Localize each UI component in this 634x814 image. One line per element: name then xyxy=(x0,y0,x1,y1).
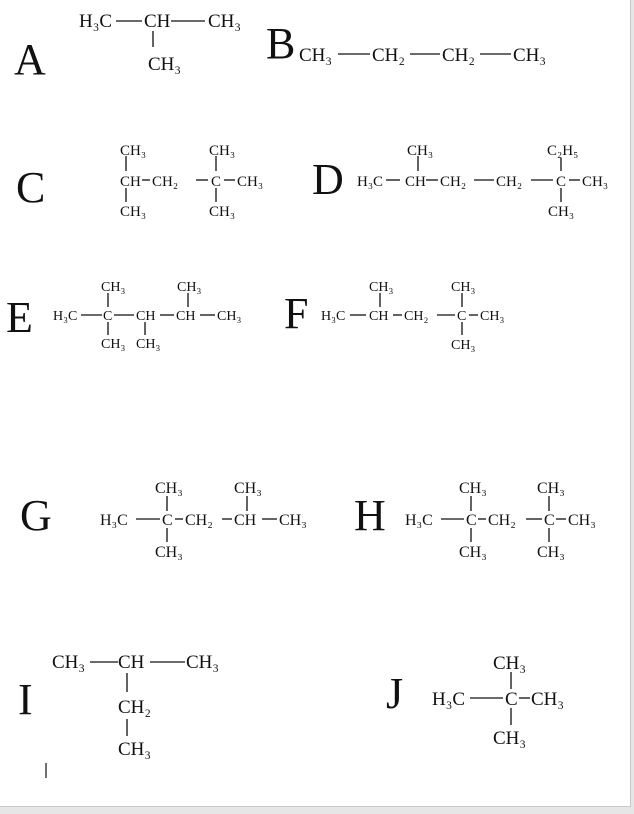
atom-group: CH₃ xyxy=(148,54,182,75)
label-h: H xyxy=(354,491,386,540)
atom-group: CH₃ xyxy=(186,652,220,673)
atom-group: CH₃ xyxy=(177,280,202,295)
structure-f xyxy=(321,280,504,353)
atom-group: H₃C xyxy=(321,309,346,324)
atom-group: CH₃ xyxy=(459,544,487,561)
atom-group: CH xyxy=(405,174,426,190)
atom-group: CH₃ xyxy=(155,480,183,497)
atom-group: CH xyxy=(234,512,257,529)
atom-group: CH xyxy=(369,309,389,324)
structure-i xyxy=(52,652,219,760)
atom-group: C₂H₅ xyxy=(547,143,579,159)
atom-group: CH₂ xyxy=(440,174,467,190)
atom-group: C xyxy=(466,512,477,529)
atom-group: CH₃ xyxy=(52,652,86,673)
atom-group: CH₃ xyxy=(407,143,434,159)
atom-group: CH₃ xyxy=(155,544,183,561)
atom-group: CH₂ xyxy=(442,45,476,66)
atom-group: H₃C xyxy=(405,512,433,529)
atom-group: CH₃ xyxy=(120,204,147,220)
atom-group: CH₃ xyxy=(493,653,527,674)
atom-group: CH₃ xyxy=(279,512,307,529)
atom-group: CH₃ xyxy=(101,337,126,352)
atom-group: H₃C xyxy=(79,11,113,32)
atom-group: CH₂ xyxy=(488,512,516,529)
atom-group: CH₃ xyxy=(209,204,236,220)
atom-group: H₃C xyxy=(357,174,384,190)
atom-group: CH₃ xyxy=(237,174,264,190)
atom-group: CH₃ xyxy=(101,280,126,295)
atom-group: CH₃ xyxy=(451,338,476,353)
atom-group: C xyxy=(211,174,222,190)
label-i: I xyxy=(18,675,33,724)
structure-d xyxy=(357,143,608,220)
atom-group: CH₃ xyxy=(208,11,242,32)
label-f: F xyxy=(284,289,309,338)
atom-group: CH₃ xyxy=(513,45,547,66)
atom-group: CH₃ xyxy=(451,280,476,295)
atom-group: C xyxy=(103,309,113,324)
atom-group: CH₃ xyxy=(299,45,333,66)
atom-group: CH xyxy=(176,309,196,324)
atom-group: CH₃ xyxy=(217,309,242,324)
atom-group: C xyxy=(544,512,555,529)
label-j: J xyxy=(386,669,404,718)
atom-group: C xyxy=(457,309,467,324)
structure-e xyxy=(53,280,241,352)
atom-group: CH₃ xyxy=(548,204,575,220)
atom-group: CH₃ xyxy=(459,480,487,497)
atom-group: C xyxy=(162,512,173,529)
atom-group: H₃C xyxy=(432,689,466,710)
atom-group: CH₃ xyxy=(531,689,565,710)
structure-a xyxy=(79,11,241,75)
atom-group: CH xyxy=(136,309,156,324)
atom-group: CH₂ xyxy=(185,512,213,529)
atom-group: CH₃ xyxy=(480,309,505,324)
atom-group: CH xyxy=(118,652,145,673)
atom-group: CH₂ xyxy=(404,309,429,324)
structure-h xyxy=(405,480,596,561)
atom-group: CH₃ xyxy=(493,728,527,749)
atom-group: CH₃ xyxy=(209,143,236,159)
atom-group: CH₂ xyxy=(118,697,152,718)
atom-group: CH₃ xyxy=(136,337,161,352)
atom-group: CH₃ xyxy=(568,512,596,529)
label-a: A xyxy=(14,35,46,84)
structure-g xyxy=(100,480,307,561)
atom-group: C xyxy=(505,689,518,710)
atom-group: CH xyxy=(120,174,141,190)
atom-group: CH₃ xyxy=(537,544,565,561)
atom-group: CH₃ xyxy=(120,143,147,159)
label-g: G xyxy=(20,491,52,540)
structure-j xyxy=(432,653,564,749)
atom-group: CH xyxy=(144,11,171,32)
structure-c xyxy=(120,143,263,220)
atom-group: CH₂ xyxy=(496,174,523,190)
structure-b xyxy=(299,45,546,66)
atom-group: CH₃ xyxy=(234,480,262,497)
atom-group: CH₃ xyxy=(537,480,565,497)
label-e: E xyxy=(6,293,33,342)
atom-group: H₃C xyxy=(100,512,128,529)
atom-group: C xyxy=(556,174,567,190)
label-b: B xyxy=(266,19,296,68)
atom-group: CH₂ xyxy=(372,45,406,66)
label-d: D xyxy=(312,155,344,204)
atom-group: CH₃ xyxy=(369,280,394,295)
atom-group: CH₃ xyxy=(118,739,152,760)
label-c: C xyxy=(16,163,46,212)
atom-group: H₃C xyxy=(53,309,78,324)
atom-group: CH₃ xyxy=(582,174,609,190)
atom-group: CH₂ xyxy=(152,174,179,190)
